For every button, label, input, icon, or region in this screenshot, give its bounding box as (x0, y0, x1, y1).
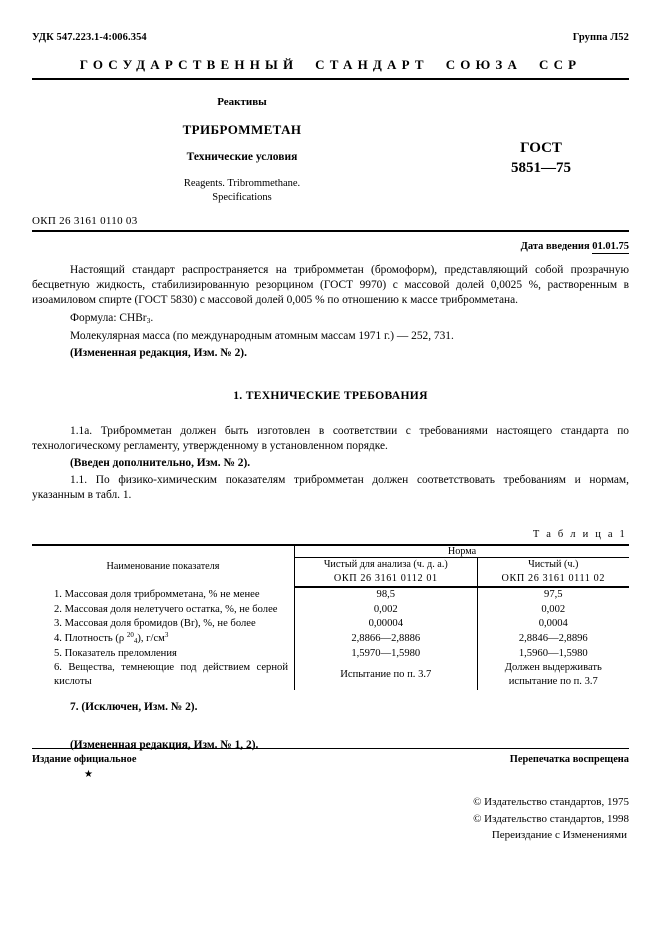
footer-rule (32, 748, 629, 749)
column-header-norma: Норма (295, 545, 630, 558)
title-left-column (32, 96, 452, 205)
grade-header-analytical (295, 557, 478, 587)
table-row (32, 647, 629, 661)
row-4-temp-subscript: 4 (133, 637, 138, 646)
table-row (32, 661, 629, 690)
note-added-additionally: (Введен дополнительно, Изм. № 2). (70, 456, 251, 469)
copyright-1998: © Издательство стандартов, 1998 (473, 812, 629, 825)
row-5-value-pure: 1,5960—1,5980 (518, 647, 588, 659)
grade-header-pure (477, 557, 629, 587)
row-4-name-prefix: 4. Плотность (ρ (54, 633, 127, 645)
row-6-name: 6. Вещества, темнеющие под действием серной кислоты (32, 661, 295, 690)
product-category: Реактивы (217, 96, 267, 108)
row-4-name-suffix: ), г/см (137, 633, 165, 645)
formula-text: Формула: CHBr (70, 312, 147, 325)
grade-okp-analytical: ОКП 26 3161 0112 01 (333, 573, 438, 585)
item-7-excluded: 7. (Исключен, Изм. № 2). (70, 700, 198, 713)
row-2-name: 2. Массовая доля нелетучего остатка, %, не более (32, 603, 295, 617)
revision-note-intro: (Измененная редакция, Изм. № 2). (70, 346, 247, 359)
table-row (32, 617, 629, 631)
row-6-value-analytical: Испытание по п. 3.7 (295, 661, 478, 690)
header-meta-row (32, 32, 629, 43)
english-title (32, 177, 452, 205)
reprint-prohibited-label: Перепечатка воспрещена (509, 754, 629, 765)
row-4-name (32, 631, 295, 646)
udk-code: УДК 547.223.1-4:006.354 (32, 32, 147, 43)
title-block (32, 96, 629, 205)
revision-note-after-table: (Измененная редакция, Изм. № 1, 2). (70, 738, 259, 751)
molecular-mass-line: Молекулярная масса (по международным атомным массам 1971 г.) — 252, 731. (70, 329, 454, 342)
grade-title-pure: Чистый (ч.) (528, 558, 579, 570)
table-header-row-top (32, 545, 629, 558)
row-1-value-pure: 97,5 (544, 589, 563, 601)
introduction-date-row (32, 241, 629, 252)
gost-number: 5851—75 (511, 160, 571, 177)
row-5-value-analytical: 1,5970—1,5980 (295, 647, 478, 661)
okp-rule (32, 230, 629, 232)
row-2-value-pure: 0,002 (541, 603, 566, 615)
grade-title-analytical: Чистый для анализа (ч. д. а.) (323, 558, 448, 570)
paragraph-1-1a: 1.1а. Трибромметан должен быть изготовлен в соответствии с требованиями настоящего стандарта по технологическому регламенту, утвержденному в установленном порядке. (32, 424, 629, 452)
reissue-label: Переиздание с Изменениями (491, 829, 627, 841)
row-3-name: 3. Массовая доля бромидов (Br), %, не более (32, 617, 295, 631)
row-5-name: 5. Показатель преломления (32, 647, 295, 661)
paragraph-1-1: 1.1. По физико-химическим показателям трибромметан должен соответствовать требованиям и нормам, указанным в табл. 1. (32, 473, 629, 501)
formula-line (32, 311, 629, 326)
banner-rule (32, 78, 629, 80)
row-4-unit-superscript: 3 (164, 631, 169, 640)
page-footer (32, 748, 629, 844)
table-caption: Т а б л и ц а 1 (532, 528, 627, 540)
product-name: ТРИБРОММЕТАН (182, 122, 302, 137)
group-code: Группа Л52 (572, 32, 629, 43)
copyright-block (32, 794, 629, 844)
row-4-value-analytical: 2,8866—2,8886 (295, 631, 478, 646)
table-row (32, 603, 629, 617)
requirements-table (32, 544, 629, 690)
formula-subscript: 3 (146, 316, 151, 326)
row-3-value-analytical: 0,00004 (295, 617, 478, 631)
formula-period: . (150, 312, 154, 325)
gost-label: ГОСТ (520, 140, 562, 156)
introduction-date-value: 01.01.75 (592, 241, 629, 253)
introduction-date-label: Дата введения (520, 241, 590, 253)
row-2-value-analytical: 0,002 (295, 603, 478, 617)
grade-okp-pure: ОКП 26 3161 0111 02 (501, 573, 606, 585)
okp-code-line: ОКП 26 3161 0110 03 (32, 215, 138, 228)
row-1-value-analytical: 98,5 (295, 587, 478, 602)
footer-top-row (32, 754, 629, 765)
column-header-indicator-name: Наименование показателя (32, 545, 295, 588)
standard-banner: ГОСУДАРСТВЕННЫЙ СТАНДАРТ СОЮЗА ССР (79, 57, 582, 72)
row-6-value-pure-line1: Должен выдерживать (504, 662, 602, 674)
table-row (32, 631, 629, 646)
table-row (32, 587, 629, 602)
row-3-value-pure: 0,0004 (538, 618, 568, 630)
document-subtitle: Технические условия (186, 151, 298, 163)
scope-paragraph: Настоящий стандарт распространяется на трибромметан (бромоформ), представляющий собой прозрачную бесцветную жидкость, стабилизированную резорцином (ГОСТ 9970) с массовой долей 0,0025 %, растворенным в изоамиловом спирте (ГОСТ 5830) с массовой долей 0,005 % по отношению к массе трибромметана. (32, 264, 629, 307)
row-6-value-pure (477, 661, 629, 690)
english-title-line2: Specifications (212, 192, 272, 204)
section-1-heading: 1. ТЕХНИЧЕСКИЕ ТРЕБОВАНИЯ (233, 388, 428, 402)
row-6-value-pure-line2: испытание по п. 3.7 (508, 676, 598, 688)
official-edition-label: Издание официальное (32, 754, 137, 765)
copyright-1975: © Издательство стандартов, 1975 (473, 796, 629, 808)
row-1-name: 1. Массовая доля трибромметана, % не менее (32, 587, 295, 602)
english-title-line1: Reagents. Tribrommethane. (183, 178, 301, 189)
row-4-temp-superscript: 20 (126, 631, 134, 640)
gost-number-block (481, 138, 601, 179)
row-4-value-pure: 2,8846—2,8896 (518, 632, 588, 644)
star-icon: ★ (84, 769, 93, 780)
